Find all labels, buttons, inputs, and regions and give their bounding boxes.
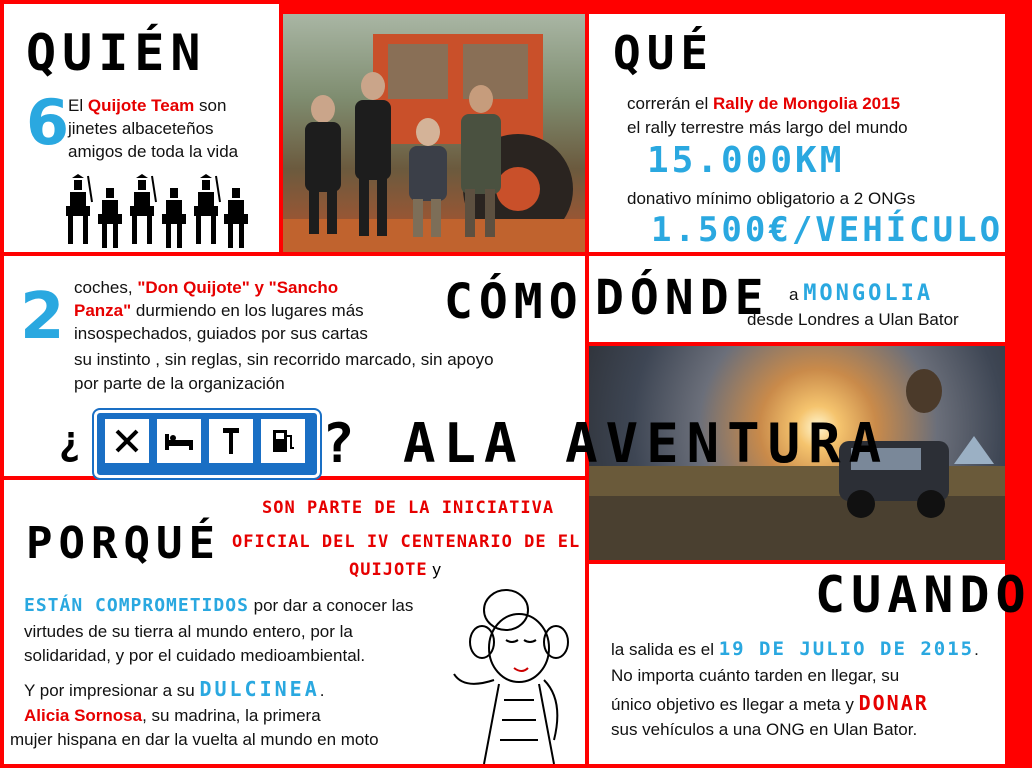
- como-number: 2: [20, 280, 65, 354]
- porque-line3: solidaridad, y por el cuidado medioambiental.: [24, 646, 366, 665]
- tractor-scene: [283, 14, 585, 252]
- cuando-line4: sus vehículos a una ONG en Ulan Bator.: [611, 720, 918, 739]
- que-heading: QUÉ: [613, 26, 715, 80]
- porque-heading: PORQUÉ: [26, 518, 221, 569]
- donde-line2: desde Londres a Ulan Bator: [747, 310, 959, 329]
- donde-line1: a MONGOLIA: [789, 281, 934, 306]
- cuando-line1: la salida es el 19 DE JULIO DE 2015.: [611, 638, 979, 660]
- quien-heading: QUIÉN: [26, 24, 207, 82]
- porque-line4: Y por impresionar a su DULCINEA.: [24, 677, 325, 701]
- tools-icon: [105, 419, 149, 463]
- cuando-panel: [589, 564, 1032, 764]
- team-name: Quijote Team: [87, 96, 195, 115]
- porque-line1: ESTÁN COMPROMETIDOS por dar a conocer las: [24, 595, 414, 616]
- aventura-heading: ? ALA AVENTURA: [322, 412, 890, 475]
- que-line1: correrán el Rally de Mongolia 2015: [627, 94, 901, 113]
- como-text: coches, "Don Quijote" y "Sancho Panza" durmiendo en los lugares más insospechados, guiados por sus cartas: [74, 278, 368, 343]
- cuando-heading: CUANDO: [815, 566, 1032, 624]
- que-panel: [589, 14, 1005, 252]
- dulcinea: DULCINEA: [199, 677, 320, 701]
- distance-value: 15.000KM: [647, 140, 845, 181]
- madrina-name: Alicia Sornosa: [24, 706, 143, 725]
- donde-heading: DÓNDE: [595, 270, 770, 326]
- wrench-icon: [209, 419, 253, 463]
- quien-number: 6: [26, 86, 70, 159]
- porque-line6: mujer hispana en dar la vuelta al mundo en moto: [10, 730, 379, 749]
- donde-panel: [589, 256, 1005, 342]
- que-line3: donativo mínimo obligatorio a 2 ONGs: [627, 189, 916, 208]
- como-line5: por parte de la organización: [74, 374, 285, 393]
- como-heading: CÓMO: [444, 274, 584, 330]
- cuando-line3: único objetivo es llegar a meta y DONAR: [611, 691, 929, 715]
- cuando-line2: No importa cuánto tarden en llegar, su: [611, 666, 900, 685]
- car-names: "Don Quijote" y "Sancho: [137, 278, 339, 297]
- initiative-line3: QUIJOTE y: [349, 560, 441, 580]
- bed-icon: [157, 419, 201, 463]
- quien-text: El Quijote Team son jinetes albaceteños amigos de toda la vida: [68, 96, 239, 161]
- fuel-icon: [261, 419, 305, 463]
- start-date: 19 DE JULIO DE 2015: [718, 638, 975, 660]
- quien-panel: [4, 4, 279, 252]
- question-open: ¿: [58, 418, 83, 464]
- donar: DONAR: [858, 691, 929, 715]
- team-photo: [283, 14, 585, 252]
- donation-value: 1.500€/VEHÍCULO: [651, 210, 1004, 250]
- initiative-line2: OFICIAL DEL IV CENTENARIO DE EL: [232, 532, 581, 552]
- destination: MONGOLIA: [803, 281, 934, 306]
- dulcinea-illustration: [444, 580, 584, 764]
- como-line4: su instinto , sin reglas, sin recorrido marcado, sin apoyo: [74, 350, 494, 369]
- porque-line2: virtudes de su tierra al mundo entero, por la: [24, 622, 353, 641]
- porque-panel: [4, 480, 585, 764]
- que-line2: el rally terrestre más largo del mundo: [627, 118, 908, 137]
- porque-line5: Alicia Sornosa, su madrina, la primera: [24, 706, 321, 725]
- rally-name: Rally de Mongolia 2015: [712, 94, 901, 113]
- services-sign: [94, 410, 320, 478]
- comprometidos: ESTÁN COMPROMETIDOS: [24, 595, 249, 616]
- riders-silhouette-icon: [54, 172, 254, 250]
- initiative-line1: SON PARTE DE LA INICIATIVA: [262, 498, 555, 518]
